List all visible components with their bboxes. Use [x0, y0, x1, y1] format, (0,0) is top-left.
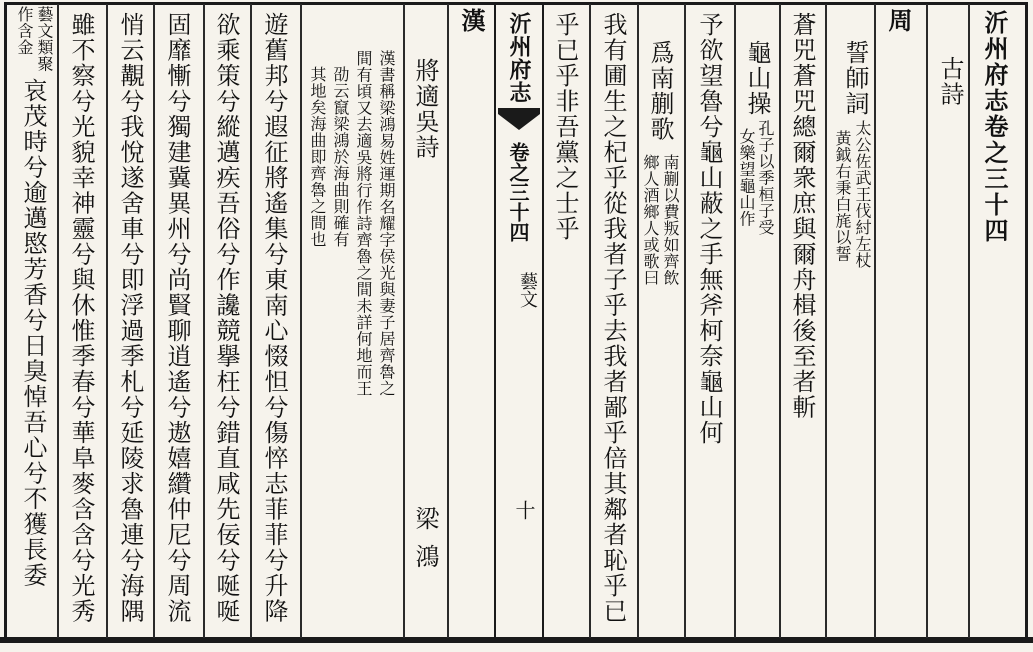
poem-text: 固靡慚兮獨建冀異州兮尚賢聊逍遙兮遨嬉纘仲尼兮周流: [163, 12, 191, 624]
column-divider: [203, 4, 205, 638]
poem-text: 欲乘策兮縱邁疾吾俗兮作讒競擧枉兮錯直咸先佞兮唌唌: [212, 12, 240, 624]
column-divider: [734, 4, 736, 638]
center-volume: 卷之三十四: [506, 142, 530, 242]
column-divider: [106, 4, 108, 638]
poem-title-shishici: 誓師詞: [841, 40, 869, 117]
poem-title-guishancao: 龜山操: [743, 40, 771, 117]
column-divider: [300, 4, 302, 638]
column-divider: [637, 4, 639, 638]
annotation: 南蒯以費叛如齊飲: [661, 154, 680, 286]
poem-author: 梁鴻: [411, 506, 439, 582]
column-divider: [153, 4, 155, 638]
center-fold: [494, 4, 544, 638]
annotation: 孔子以季桓子受: [756, 120, 775, 236]
annotation: 藝文類聚: [35, 6, 54, 72]
column-divider: [447, 4, 449, 638]
column-divider: [589, 4, 591, 638]
poem-text: 悄云覯兮我悅遂舍車兮即浮過季札兮延陵求魯連兮海隅: [116, 12, 144, 624]
annotation: 黃鉞右秉白旄以誓: [833, 130, 852, 262]
section-heading: 古詩: [936, 56, 964, 107]
column-divider: [684, 4, 686, 638]
column-divider: [874, 4, 876, 638]
poem-text: 雖不察兮光貌幸神靈兮與休惟季春兮華阜麥含含兮光秀: [67, 12, 95, 624]
poem-title-jiangshiwushi: 將適吳詩: [411, 58, 439, 160]
annotation: 其地矣海曲即齊魯之間也: [308, 66, 327, 248]
center-book-name: 沂州府志: [506, 12, 532, 104]
poem-text: 遊舊邦兮遐征將遙集兮東南心惙怛兮傷悴志菲菲兮升降: [260, 12, 288, 624]
annotation: 作含金: [15, 6, 34, 56]
annotation: 鄉人酒鄉人或歌曰: [641, 154, 660, 286]
column-divider: [57, 4, 59, 638]
annotation: 間有頃又去適吳將行作詩齊魯之間未詳何地而王: [354, 50, 373, 397]
poem-text: 予欲望魯兮龜山蔽之手無斧柯奈龜山何: [695, 12, 723, 446]
poem-text: 蒼兕蒼兕總爾衆庶與爾舟楫後至者斬: [788, 12, 816, 420]
column-divider: [968, 4, 970, 638]
poem-text: 乎已乎非吾黨之士乎: [551, 12, 579, 242]
annotation: 太公佐武王伐紂左杖: [853, 120, 872, 269]
book-title: 沂州府志卷之三十四: [980, 10, 1009, 244]
column-divider: [926, 4, 928, 638]
annotation: 女樂望龜山作: [737, 128, 756, 227]
column-divider: [403, 4, 405, 638]
poem-title-nankuaige: 爲南蒯歌: [646, 40, 674, 142]
center-section: 藝文: [517, 272, 538, 308]
annotation: 漢書稱梁鴻易姓運期名耀字侯光與妻子居齊魯之: [377, 50, 396, 397]
poem-text: 哀茂時兮逾邁愍芳香兮日臭悼吾心兮不獲長委: [19, 78, 47, 588]
column-divider: [825, 4, 827, 638]
dynasty-heading-han: 漢: [457, 8, 486, 34]
column-divider: [250, 4, 252, 638]
fish-tail-mark-upper: [496, 106, 542, 132]
poem-text: 我有圃生之杞乎從我者子乎去我者鄙乎倍其鄰者恥乎已: [599, 12, 627, 624]
page-number: 十: [512, 500, 536, 520]
dynasty-heading-zhou: 周: [884, 8, 913, 34]
annotation: 劭云竄梁鴻於海曲則確有: [331, 66, 350, 248]
column-divider: [779, 4, 781, 638]
